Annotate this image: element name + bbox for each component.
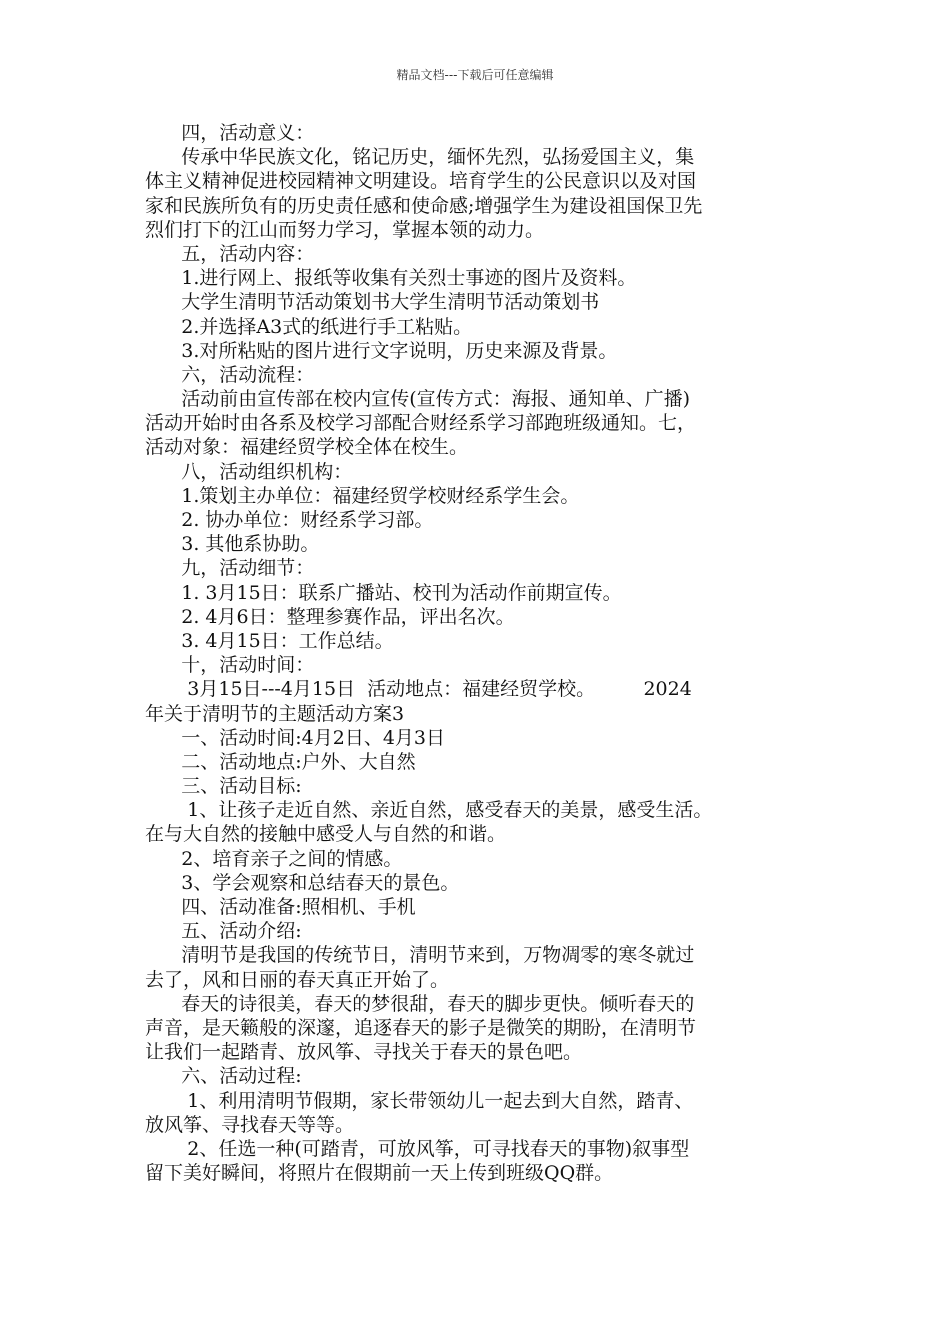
text-line: 五，活动内容：	[145, 242, 315, 265]
text-line: 春天的诗很美，春天的梦很甜，春天的脚步更快。倾听春天的	[145, 992, 695, 1015]
text-line: 3.对所粘贴的图片进行文字说明，历史来源及背景。	[145, 339, 618, 362]
text-line: 3. 其他系协助。	[145, 533, 320, 556]
document-body	[145, 121, 825, 1185]
text-line: 在与大自然的接触中感受人与自然的和谐。	[145, 823, 507, 846]
text-line: 传承中华民族文化，铭记历史，缅怀先烈，弘扬爱国主义，集	[145, 146, 695, 169]
text-line: 1、让孩子走近自然、亲近自然，感受春天的美景，感受生活。	[145, 799, 713, 822]
text-line: 1、利用清明节假期，家长带领幼儿一起去到大自然，踏青、	[145, 1089, 694, 1112]
text-line: 2、任选一种(可踏青，可放风筝，可寻找春天的事物)叙事型	[145, 1137, 690, 1160]
text-line: 活动前由宣传部在校内宣传(宣传方式：海报、通知单、广播)	[145, 388, 691, 411]
text-line: 四，活动意义：	[145, 122, 315, 144]
text-line: 家和民族所负有的历史责任感和使命感;增强学生为建设祖国保卫先	[145, 194, 703, 217]
text-line: 一、活动时间:4月2日、4月3日	[145, 726, 445, 749]
text-line: 八，活动组织机构：	[145, 460, 353, 483]
text-line: 去了，风和日丽的春天真正开始了。	[145, 968, 450, 991]
text-line: 1. 3月15日：联系广播站、校刊为活动作前期宣传。	[145, 581, 622, 604]
text-line: 六、活动过程:	[145, 1065, 302, 1088]
page-header: 精品文档---下载后可任意编辑	[396, 68, 554, 82]
text-line: 3、学会观察和总结春天的景色。	[145, 871, 460, 894]
text-line: 五、活动介绍:	[145, 920, 302, 943]
text-line: 活动开始时由各系及校学习部配合财经系学习部跑班级通知。七，	[145, 412, 697, 435]
text-line: 3月15日---4月15日 活动地点：福建经贸学校。 2024	[145, 678, 692, 701]
text-line: 烈们打下的江山而努力学习，掌握本领的动力。	[145, 218, 545, 241]
text-line: 四、活动准备:照相机、手机	[145, 896, 416, 918]
text-line: 大学生清明节活动策划书大学生清明节活动策划书	[145, 291, 600, 314]
text-line: 六，活动流程：	[145, 363, 315, 386]
text-line: 九，活动细节：	[145, 557, 315, 580]
text-line: 让我们一起踏青、放风筝、寻找关于春天的景色吧。	[145, 1041, 583, 1064]
text-line: 2.并选择A3式的纸进行手工粘贴。	[145, 315, 473, 338]
text-line: 声音，是天籁般的深邃，追逐春天的影子是微笑的期盼，在清明节	[145, 1016, 697, 1039]
text-line: 1.策划主办单位：福建经贸学校财经系学生会。	[145, 484, 580, 507]
text-line: 清明节是我国的传统节日，清明节来到，万物凋零的寒冬就过	[145, 944, 695, 967]
text-line: 二、活动地点:户外、大自然	[145, 750, 416, 773]
text-line: 留下美好瞬间，将照片在假期前一天上传到班级QQ群。	[145, 1162, 614, 1185]
text-line: 3. 4月15日：工作总结。	[145, 629, 394, 652]
text-line: 十，活动时间：	[145, 654, 315, 677]
text-line: 2. 协办单位：财经系学习部。	[145, 509, 434, 531]
text-line: 放风筝、寻找春天等等。	[145, 1113, 355, 1136]
text-line: 2. 4月6日：整理参赛作品，评出名次。	[145, 605, 515, 628]
text-line: 体主义精神促进校园精神文明建设。培育学生的公民意识以及对国	[145, 170, 697, 193]
text-line: 活动对象：福建经贸学校全体在校生。	[145, 436, 469, 459]
text-line: 1.进行网上、报纸等收集有关烈士事迹的图片及资料。	[145, 267, 637, 290]
text-line: 2、培育亲子之间的情感。	[145, 847, 403, 870]
text-line: 年关于清明节的主题活动方案3	[145, 702, 405, 725]
text-line: 三、活动目标:	[145, 775, 302, 798]
